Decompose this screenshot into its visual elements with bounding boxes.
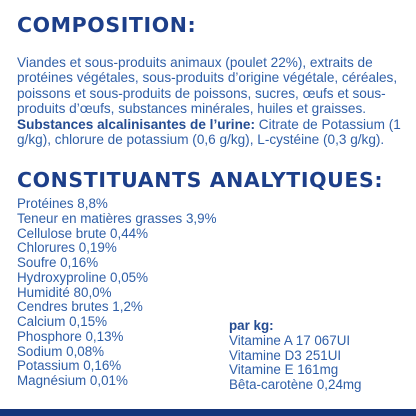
list-item: Bêta-carotène 0,24mg [229,377,362,392]
list-item: Vitamine D3 251UI [229,347,342,363]
list-item: Chlorures 0,19% [17,240,117,256]
list-item: Teneur en matières grasses 3,9% [17,210,217,226]
list-item: Soufre 0,16% [17,255,99,270]
list-item: Cellulose brute 0,44% [17,225,149,241]
composition-text [17,55,409,147]
footer-bar [0,409,416,416]
vitamins-list [229,319,362,393]
constituants-heading: CONSTITUANTS ANALYTIQUES: [17,168,384,192]
list-item: Potassium 0,16% [17,358,122,374]
per-kg-label: par kg: [229,318,274,333]
substances-text: Citrate de Potassium (1 g/kg), chlorure de potassium (0,6 g/kg), L-cystéine (0,3 g/kg). [17,116,401,148]
list-item: Calcium 0,15% [17,314,108,329]
list-item: Protéines 8,8% [17,196,108,211]
list-item: Magnésium 0,01% [17,373,128,388]
list-item: Humidité 80,0% [17,284,112,300]
list-item: Vitamine E 161mg [229,362,339,378]
list-item: Phosphore 0,13% [17,328,124,344]
composition-heading: COMPOSITION: [17,13,197,37]
substances-label: Substances alcalinisantes de l’urine: [17,116,255,132]
list-item: Cendres brutes 1,2% [17,299,143,315]
composition-ingredients: Viandes et sous-produits animaux (poulet 22%), extraits de protéines végétales, sous-produits d’origine végétale, céréales, poissons et sous-produits de poissons, sucres, œufs et sous-produits d’œufs, substances minérales, huiles et graisses. [17,55,398,117]
list-item: Hydroxyproline 0,05% [17,269,148,285]
constituants-list [17,197,216,389]
list-item: Vitamine A 17 067UI [229,332,351,348]
list-item: Sodium 0,08% [17,343,105,359]
